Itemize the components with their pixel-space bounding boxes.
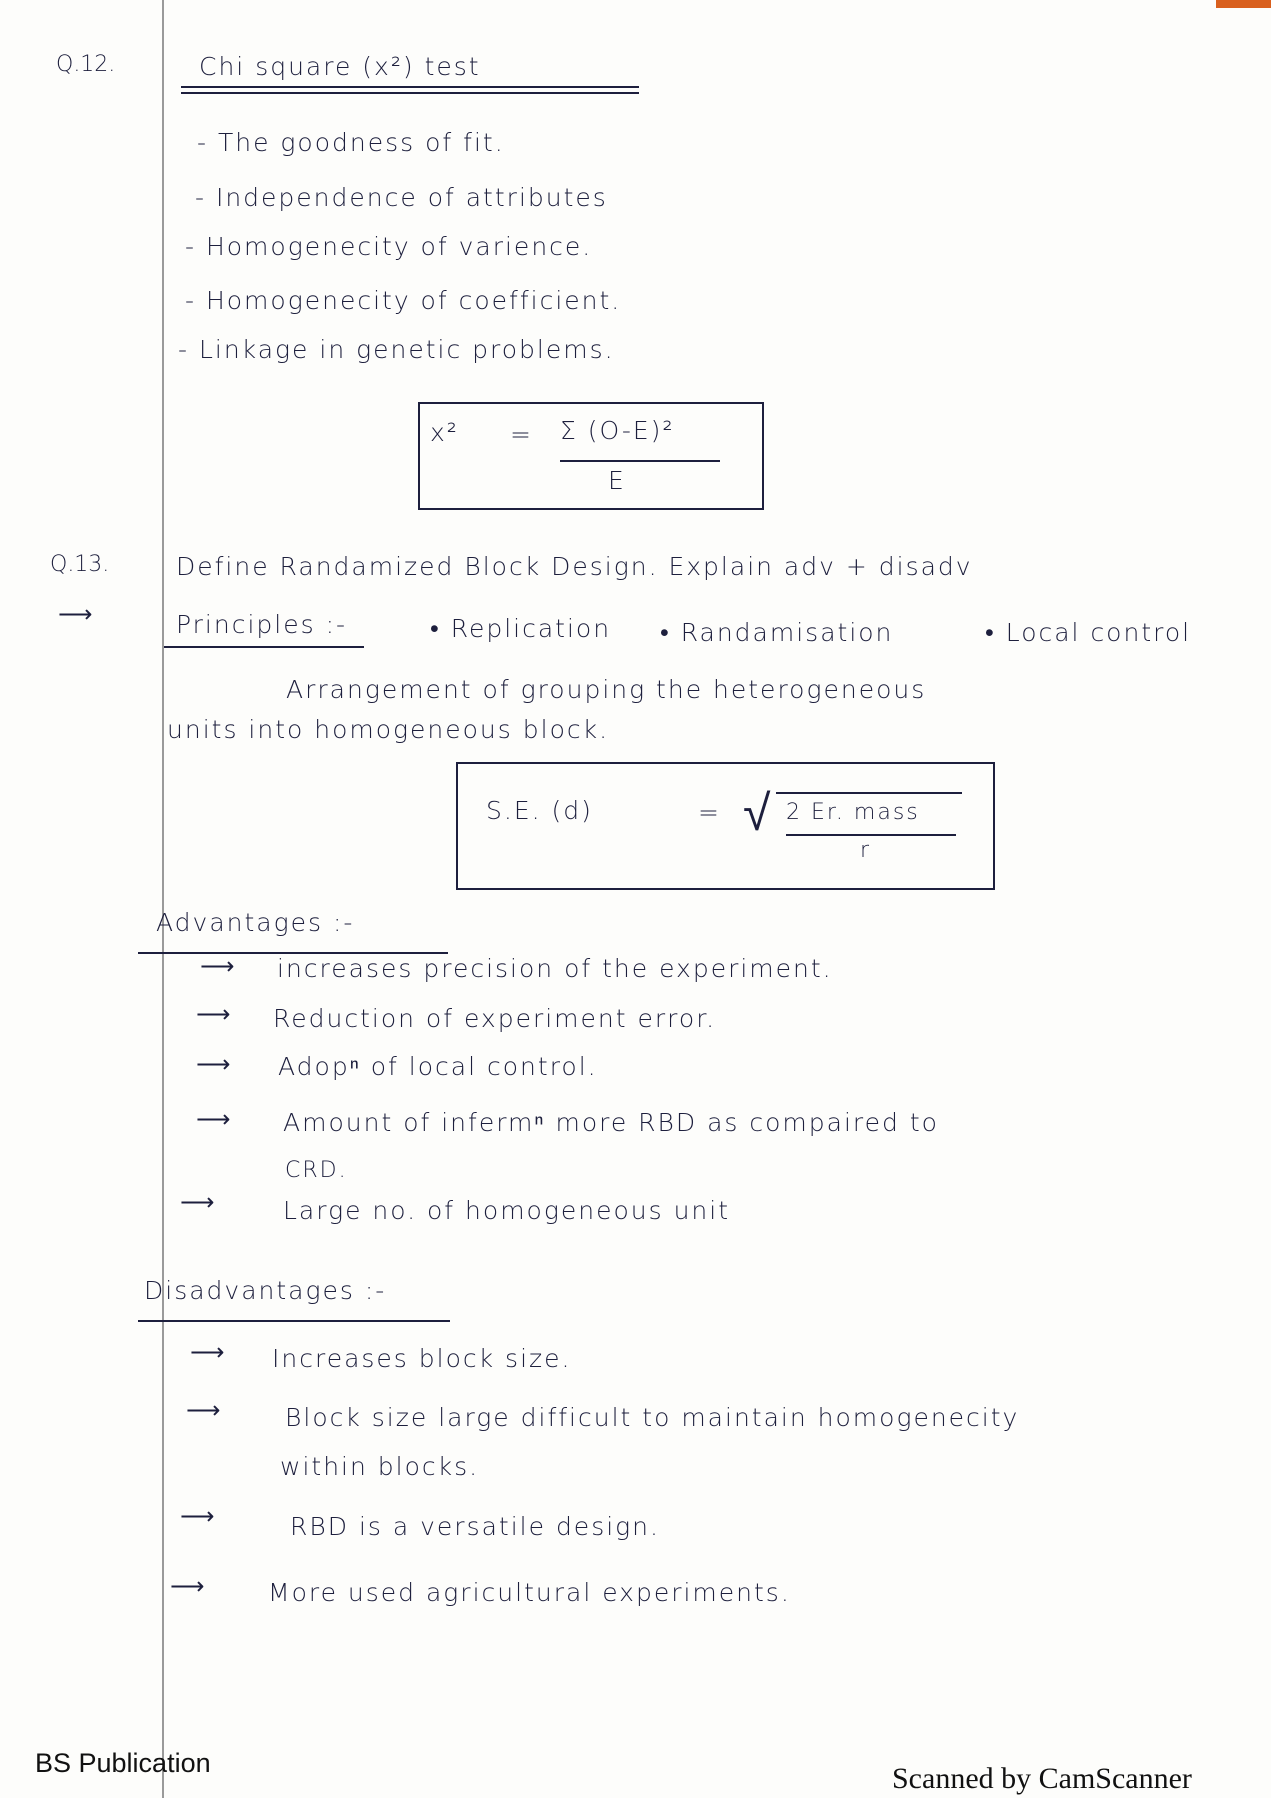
disadvantage-item: More used agricultural experiments.	[268, 1578, 791, 1607]
arrow-icon: ⟶	[186, 1396, 221, 1424]
q12-item: - Homogenecity of coefficient.	[185, 286, 622, 315]
definition-line: Arrangement of grouping the heterogeneous	[286, 675, 927, 704]
title-underline	[181, 86, 639, 88]
disadvantages-underline	[138, 1320, 450, 1322]
arrow-icon: ⟶	[190, 1338, 225, 1366]
se-formula-box	[456, 762, 995, 890]
principle-item: • Replication	[430, 614, 612, 643]
q12-item: - Independence of attributes	[195, 183, 608, 212]
advantage-item: increases precision of the experiment.	[277, 954, 833, 983]
arrow-icon: ⟶	[170, 1572, 205, 1600]
arrow-icon: ⟶	[196, 1105, 231, 1133]
arrow-icon: ⟶	[180, 1502, 215, 1530]
advantage-item: Adopⁿ of local control.	[278, 1052, 598, 1081]
page-corner-mark	[1216, 0, 1271, 8]
arrow-icon: ⟶	[196, 1000, 231, 1028]
q13-question: Define Randamized Block Design. Explain adv + disadv	[176, 552, 973, 581]
margin-line	[162, 0, 164, 1798]
chi-square-formula-box	[418, 402, 764, 510]
formula-equals: =	[698, 798, 721, 827]
publisher-label: BS Publication	[35, 1748, 211, 1778]
arrow-icon: ⟶	[180, 1188, 215, 1216]
root-bar	[776, 792, 962, 794]
principles-underline	[164, 646, 364, 648]
advantage-item-continuation: CRD.	[285, 1158, 348, 1183]
principle-item: • Local control	[985, 618, 1192, 647]
principle-item: • Randamisation	[660, 618, 894, 647]
formula-equals: =	[510, 420, 533, 449]
formula-lhs: x²	[430, 418, 459, 447]
disadvantage-item: Increases block size.	[272, 1344, 572, 1373]
definition-line: units into homogeneous block.	[167, 715, 610, 744]
q12-title: Chi square (x²) test	[199, 52, 481, 81]
fraction-bar	[786, 834, 956, 836]
formula-lhs: S.E. (d)	[486, 796, 593, 825]
advantage-item: Amount of infermⁿ more RBD as compaired to	[283, 1108, 939, 1137]
question-number-12: Q.12.	[56, 52, 116, 77]
advantages-title: Advantages :-	[156, 908, 355, 937]
q12-item: - Linkage in genetic problems.	[178, 335, 615, 364]
formula-numerator: Σ (O-E)²	[560, 416, 675, 445]
disadvantage-item: RBD is a versatile design.	[290, 1512, 660, 1541]
q12-item: - Homogenecity of varience.	[185, 232, 593, 261]
q12-item: - The goodness of fit.	[197, 128, 505, 157]
scanner-watermark: Scanned by CamScanner	[892, 1762, 1192, 1795]
formula-denominator: r	[860, 838, 872, 863]
formula-numerator: 2 Er. mass	[786, 800, 920, 825]
title-underline-2	[181, 92, 639, 94]
disadvantages-title: Disadvantages :-	[144, 1276, 387, 1305]
arrow-icon: ⟶	[200, 952, 235, 980]
formula-denominator: E	[608, 466, 626, 495]
question-number-13: Q.13.	[50, 552, 110, 577]
fraction-bar	[560, 460, 720, 462]
advantage-item: Large no. of homogeneous unit	[283, 1196, 731, 1225]
arrow-icon: ⟶	[58, 600, 93, 628]
square-root-icon: √	[743, 784, 773, 842]
arrow-icon: ⟶	[196, 1050, 231, 1078]
disadvantage-item: Block size large difficult to maintain homogenecity	[285, 1403, 1020, 1432]
advantage-item: Reduction of experiment error.	[273, 1004, 717, 1033]
principles-label: Principles :-	[176, 610, 348, 639]
disadvantage-item-continuation: within blocks.	[280, 1452, 480, 1481]
